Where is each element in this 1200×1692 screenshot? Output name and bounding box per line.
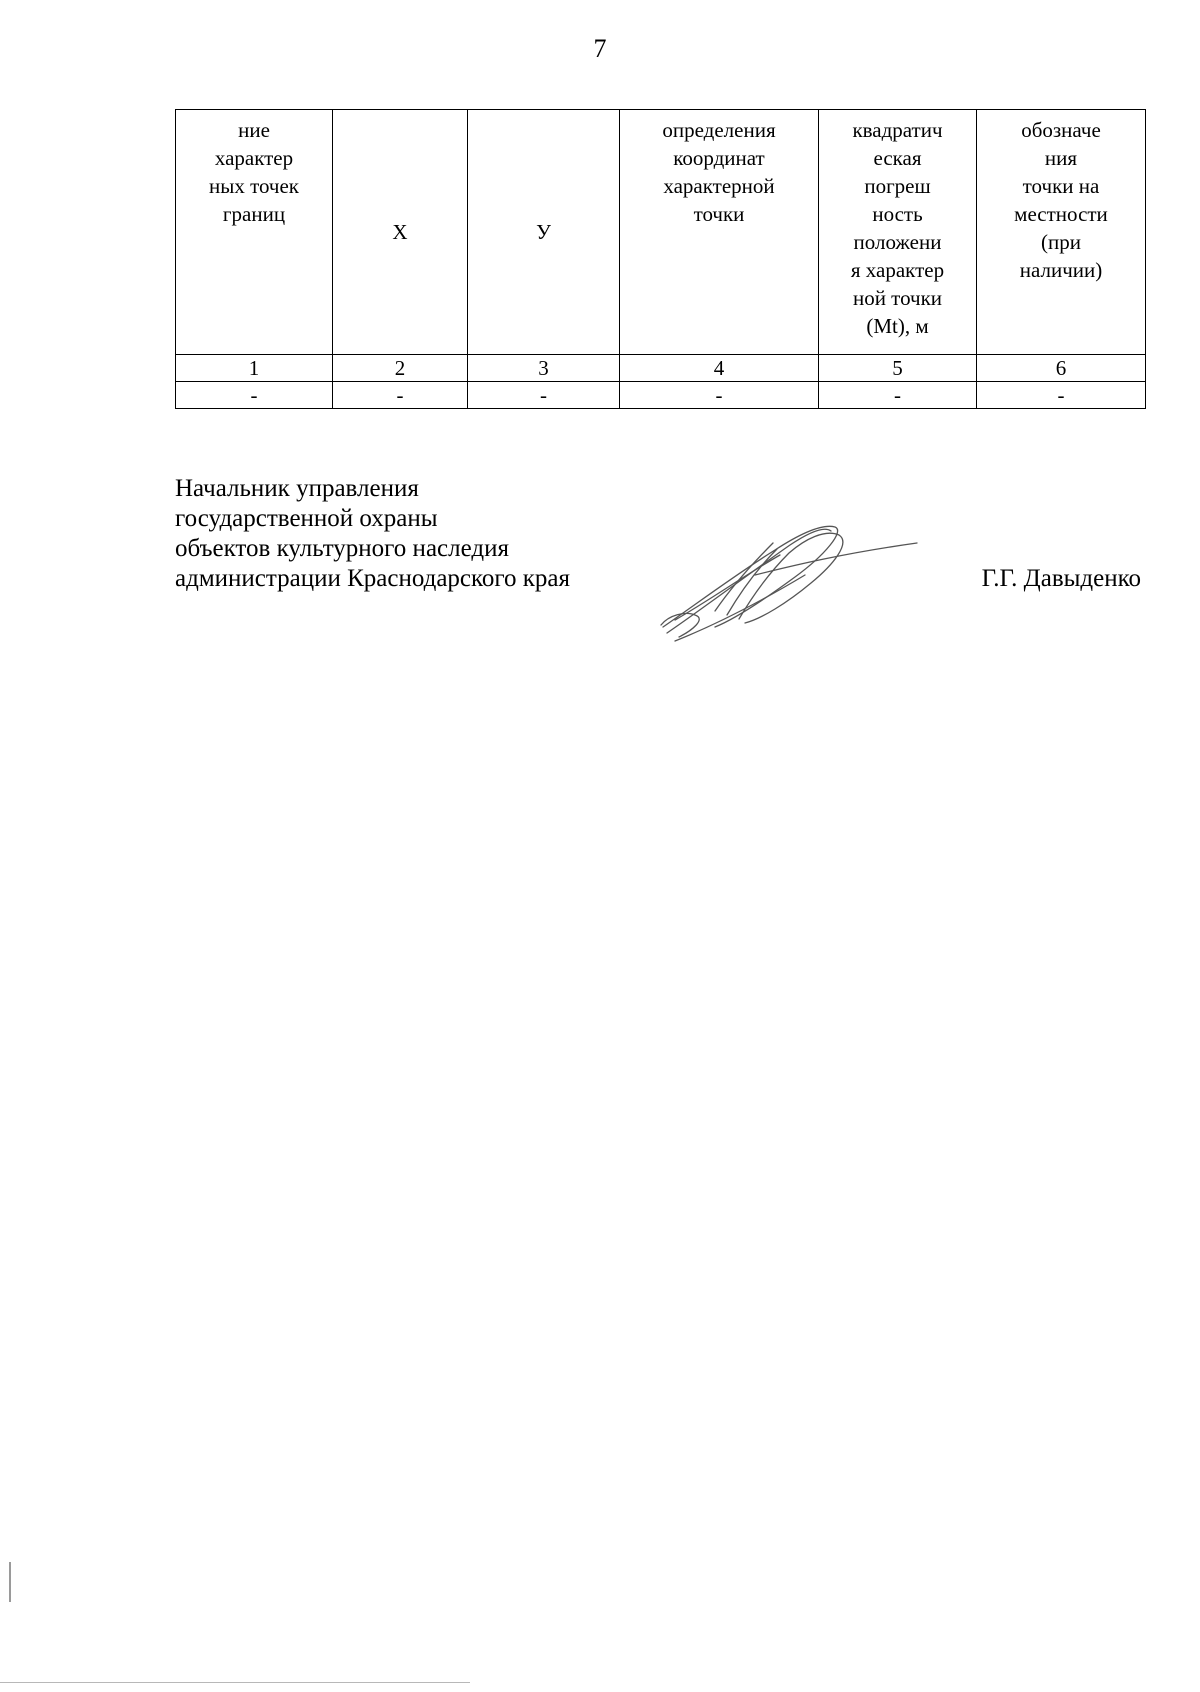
column-number: 5 — [819, 355, 977, 382]
handwritten-signature — [655, 515, 925, 645]
page-number: 7 — [593, 34, 607, 63]
header-cell-mean-error: квадратич еская погреш ность положени я характер ной точки (Mt), м — [819, 110, 977, 355]
signer-title — [175, 474, 570, 594]
table-cell: - — [468, 382, 620, 409]
coordinates-table — [175, 109, 1146, 409]
table-cell: - — [333, 382, 468, 409]
column-number: 6 — [977, 355, 1146, 382]
table-row — [176, 382, 1146, 409]
table-cell: - — [977, 382, 1146, 409]
column-number: 2 — [333, 355, 468, 382]
table-cell: - — [819, 382, 977, 409]
signer-title-line: администрации Краснодарского края — [175, 565, 571, 592]
signer-name: Г.Г. Давыденко — [981, 565, 1141, 592]
table-cell: - — [620, 382, 819, 409]
table-column-numbers-row — [176, 355, 1146, 382]
header-cell-marking: обозначе ния точки на местности (при наличии) — [977, 110, 1146, 355]
table-header-row — [176, 110, 1146, 355]
header-cell-point-designation: ние характер ных точек границ — [176, 110, 333, 355]
margin-mark — [9, 1562, 11, 1602]
column-number: 4 — [620, 355, 819, 382]
header-cell-x: X — [333, 110, 468, 355]
table-cell: - — [176, 382, 333, 409]
column-number: 3 — [468, 355, 620, 382]
page-bottom-rule — [0, 1682, 470, 1683]
column-number: 1 — [176, 355, 333, 382]
signer-title-line: государственной охраны — [175, 505, 438, 532]
header-cell-method: определения координат характерной точки — [620, 110, 819, 355]
header-cell-y: У — [468, 110, 620, 355]
signer-title-line: Начальник управления — [175, 475, 419, 502]
signer-title-line: объектов культурного наследия — [175, 535, 509, 562]
